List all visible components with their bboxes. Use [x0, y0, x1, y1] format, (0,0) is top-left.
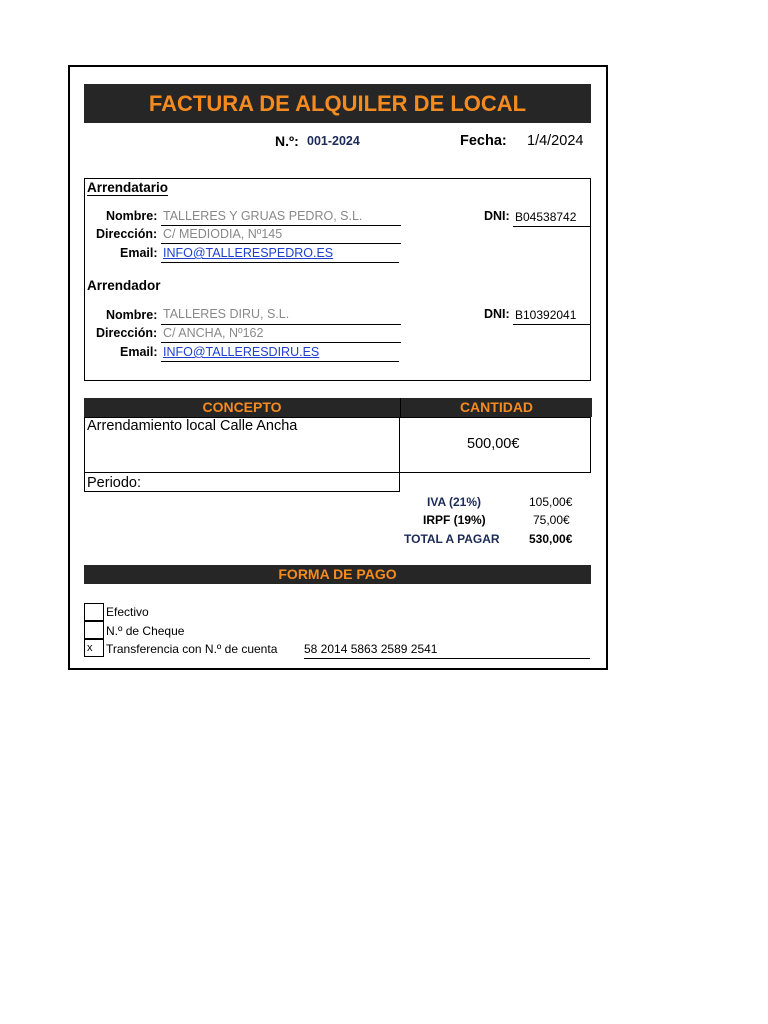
concept-text: Arrendamiento local Calle Ancha [87, 418, 298, 434]
landlord-name-field: TALLERES DIRU, S.L. [161, 307, 401, 325]
irpf-value: 75,00€ [533, 513, 570, 527]
tenant-name-label: Nombre: [106, 209, 158, 223]
landlord-address-label: Dirección: [96, 326, 158, 340]
tenant-dni-field: B04538742 [513, 210, 591, 227]
cheque-label: N.º de Cheque [106, 624, 185, 638]
account-number-field: 58 2014 5863 2589 2541 [304, 642, 590, 659]
tenant-dni-label: DNI: [484, 209, 510, 223]
landlord-address-field: C/ ANCHA, Nº162 [161, 326, 401, 343]
total-value: 530,00€ [529, 532, 573, 546]
landlord-dni-field: B10392041 [513, 308, 591, 325]
amount-header: CANTIDAD [400, 398, 592, 417]
cash-label: Efectivo [106, 605, 149, 619]
tenant-address-label: Dirección: [96, 227, 158, 241]
tenant-email-label: Email: [120, 246, 158, 260]
landlord-heading: Arrendador [87, 278, 161, 293]
iva-value: 105,00€ [529, 495, 573, 509]
invoice-title: FACTURA DE ALQUILER DE LOCAL [84, 84, 591, 123]
tenant-heading: Arrendatario [87, 180, 169, 195]
period-label: Periodo: [87, 475, 142, 491]
invoice-date: 1/4/2024 [527, 133, 584, 149]
tenant-address-field: C/ MEDIODIA, Nº145 [161, 227, 401, 244]
landlord-dni-label: DNI: [484, 307, 510, 321]
landlord-email-link[interactable]: INFO@TALLERESDIRU.ES [163, 345, 320, 359]
payment-header: FORMA DE PAGO [84, 565, 591, 584]
tenant-name-field: TALLERES Y GRUAS PEDRO, S.L. [161, 209, 401, 226]
invoice-number: 001-2024 [307, 134, 360, 148]
landlord-name-label: Nombre: [106, 308, 158, 322]
tenant-email-link[interactable]: INFO@TALLERESPEDRO.ES [163, 246, 334, 260]
concept-header: CONCEPTO [84, 398, 400, 417]
landlord-email-label: Email: [120, 345, 158, 359]
amount-value: 500,00€ [467, 436, 520, 452]
iva-label: IVA (21%) [427, 495, 482, 509]
cash-checkbox[interactable] [84, 603, 104, 621]
irpf-label: IRPF (19%) [423, 513, 486, 527]
cheque-checkbox[interactable] [84, 621, 104, 639]
transfer-label: Transferencia con N.º de cuenta [106, 642, 278, 656]
total-label: TOTAL A PAGAR [404, 532, 500, 546]
invoice-date-label: Fecha: [460, 133, 507, 149]
transfer-checkbox[interactable]: x [84, 639, 104, 657]
invoice-number-label: N.º: [275, 133, 299, 149]
